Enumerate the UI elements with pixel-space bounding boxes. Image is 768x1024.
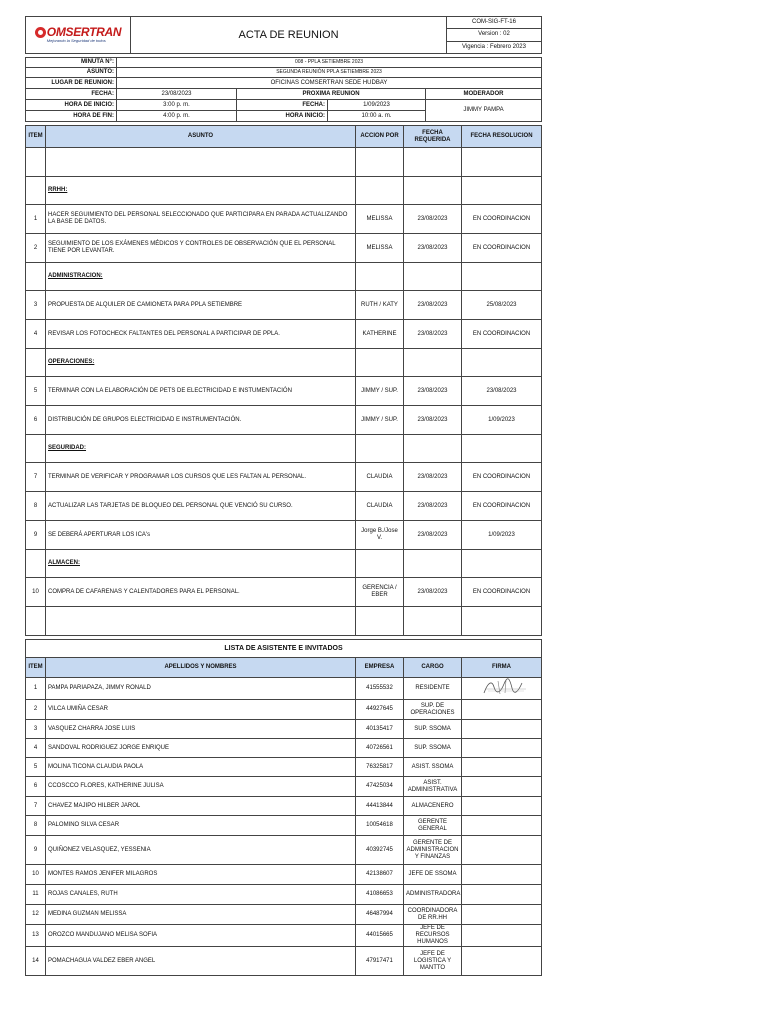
agenda-empty-cell: [26, 148, 46, 177]
agenda-item-number: 2: [26, 234, 46, 263]
agenda-item-accion: GERENCIA / EBER: [356, 578, 404, 607]
agenda-item-accion: MELISSA: [356, 205, 404, 234]
attendee-name: MEDINA GUZMAN MELISSA: [46, 905, 356, 925]
agenda-row: [26, 492, 542, 521]
agenda-empty-cell: [404, 607, 462, 636]
attendee-cargo: SUP. SSOMA: [404, 720, 462, 739]
attendees-col-item: ITEM: [26, 658, 46, 678]
agenda-empty-cell: [462, 148, 542, 177]
attendee-signature-cell: [462, 925, 542, 947]
minuta-value: 008 - PPLA SETIEMBRE 2023: [117, 58, 542, 68]
attendee-name: PAMPA PARIAPAZA, JIMMY RONALD: [46, 678, 356, 700]
agenda-item-number: 8: [26, 492, 46, 521]
attendee-signature-cell: [462, 777, 542, 797]
agenda-item-number: 6: [26, 406, 46, 435]
agenda-item-number: 3: [26, 291, 46, 320]
document-version: Version : 02: [447, 29, 542, 41]
attendee-cargo: JEFE DE SSOMA: [404, 865, 462, 885]
agenda-item-fecha-requerida: 23/08/2023: [404, 578, 462, 607]
attendee-name: ROJAS CANALES, RUTH: [46, 885, 356, 905]
agenda-item-fecha-resolucion: EN COORDINACION: [462, 234, 542, 263]
agenda-col-item: ITEM: [26, 126, 46, 148]
agenda-empty-cell: [462, 435, 542, 463]
attendee-empresa: 40392745: [356, 836, 404, 865]
attendee-name: OROZCO MANDUJANO MELISA SOFIA: [46, 925, 356, 947]
agenda-empty-cell: [356, 349, 404, 377]
attendee-row: [26, 816, 542, 836]
agenda-row: [26, 234, 542, 263]
agenda-item-fecha-resolucion: 23/08/2023: [462, 377, 542, 406]
fecha-value: 23/08/2023: [117, 89, 237, 100]
attendee-item-number: 8: [26, 816, 46, 836]
attendee-empresa: 41086653: [356, 885, 404, 905]
agenda-section-row: [26, 177, 542, 205]
hora-inicio-value: 3:00 p. m.: [117, 100, 237, 111]
agenda-empty-cell: [404, 148, 462, 177]
attendee-cargo: SUP. DE OPERACIONES: [404, 700, 462, 720]
attendee-name: VASQUEZ CHARRA JOSE LUIS: [46, 720, 356, 739]
agenda-item-number: 9: [26, 521, 46, 550]
attendee-empresa: 44015665: [356, 925, 404, 947]
agenda-item-accion: MELISSA: [356, 234, 404, 263]
attendee-cargo: ASIST. SSOMA: [404, 758, 462, 777]
agenda-item-number: 4: [26, 320, 46, 349]
proxima-hora-label: HORA INICIO:: [237, 111, 328, 122]
agenda-row: [26, 521, 542, 550]
attendee-cargo: ASIST. ADMINISTRATIVA: [404, 777, 462, 797]
agenda-empty-cell: [404, 177, 462, 205]
agenda-empty-cell: [462, 550, 542, 578]
hora-fin-label: HORA DE FIN:: [26, 111, 117, 122]
attendee-empresa: 47425034: [356, 777, 404, 797]
attendee-item-number: 13: [26, 925, 46, 947]
agenda-item-asunto: REVISAR LOS FOTOCHECK FALTANTES DEL PERSONAL A PARTICIPAR DE PPLA.: [46, 320, 356, 349]
agenda-item-accion: CLAUDIA: [356, 492, 404, 521]
attendees-table: [25, 639, 542, 976]
attendee-empresa: 41555532: [356, 678, 404, 700]
agenda-item-fecha-resolucion: EN COORDINACION: [462, 578, 542, 607]
agenda-item-fecha-resolucion: EN COORDINACION: [462, 463, 542, 492]
attendee-name: VILCA UMIÑA CESAR: [46, 700, 356, 720]
minuta-label: MINUTA N°:: [26, 58, 117, 68]
attendee-row: [26, 758, 542, 777]
lugar-label: LUGAR DE REUNION:: [26, 78, 117, 89]
attendee-empresa: 42138607: [356, 865, 404, 885]
agenda-row: [26, 205, 542, 234]
agenda-item-fecha-requerida: 23/08/2023: [404, 492, 462, 521]
agenda-row: [26, 377, 542, 406]
agenda-empty-cell: [404, 435, 462, 463]
proxima-reunion-label: PROXIMA REUNION: [237, 89, 426, 100]
agenda-item-fecha-resolucion: 1/09/2023: [462, 521, 542, 550]
attendee-signature-cell: [462, 836, 542, 865]
agenda-empty-cell: [356, 435, 404, 463]
attendee-name: PALOMINO SILVA CESAR: [46, 816, 356, 836]
agenda-header-row: [26, 126, 542, 148]
agenda-empty-cell: [356, 550, 404, 578]
agenda-empty-cell: [356, 148, 404, 177]
attendee-name: MOLINA TICONA CLAUDIA PAOLA: [46, 758, 356, 777]
agenda-empty-cell: [404, 550, 462, 578]
attendee-name: POMACHAGUA VALDEZ EBER ANGEL: [46, 947, 356, 976]
attendee-item-number: 6: [26, 777, 46, 797]
agenda-empty-cell: [46, 148, 356, 177]
agenda-item-accion: CLAUDIA: [356, 463, 404, 492]
agenda-item-asunto: TERMINAR DE VERIFICAR Y PROGRAMAR LOS CURSOS QUE LES FALTAN AL PERSONAL.: [46, 463, 356, 492]
agenda-item-number: 10: [26, 578, 46, 607]
company-logo: [35, 27, 121, 43]
attendee-item-number: 11: [26, 885, 46, 905]
attendee-empresa: 44927645: [356, 700, 404, 720]
agenda-item-fecha-requerida: 23/08/2023: [404, 320, 462, 349]
attendee-empresa: 40726561: [356, 739, 404, 758]
attendees-col-firma: FIRMA: [462, 658, 542, 678]
attendee-empresa: 76325817: [356, 758, 404, 777]
agenda-empty-cell: [462, 263, 542, 291]
attendees-header-row: [26, 658, 542, 678]
agenda-item-accion: KATHERINE: [356, 320, 404, 349]
agenda-item-cell: [26, 435, 46, 463]
agenda-empty-cell: [356, 177, 404, 205]
attendee-signature-cell: [462, 797, 542, 816]
agenda-item-fecha-requerida: 23/08/2023: [404, 521, 462, 550]
attendee-cargo: ALMACENERO: [404, 797, 462, 816]
asunto-label: ASUNTO:: [26, 68, 117, 78]
attendee-row: [26, 905, 542, 925]
agenda-item-number: 1: [26, 205, 46, 234]
agenda-item-fecha-resolucion: EN COORDINACION: [462, 320, 542, 349]
attendee-name: SANDOVAL RODRIGUEZ JORGE ENRIQUE: [46, 739, 356, 758]
attendee-item-number: 7: [26, 797, 46, 816]
proxima-hora-value: 10:00 a. m.: [328, 111, 426, 122]
agenda-section-title: RRHH:: [46, 177, 356, 205]
lugar-value: OFICINAS COMSERTRAN SEDE HUDBAY: [117, 78, 542, 89]
attendee-name: QUIÑONEZ VELASQUEZ, YESSENIA: [46, 836, 356, 865]
agenda-item-accion: Jorge B./Jose V.: [356, 521, 404, 550]
agenda-empty-cell: [404, 263, 462, 291]
proxima-fecha-value: 1/09/2023: [328, 100, 426, 111]
agenda-empty-cell: [462, 177, 542, 205]
attendee-item-number: 14: [26, 947, 46, 976]
agenda-empty-cell: [404, 349, 462, 377]
attendees-col-cargo: CARGO: [404, 658, 462, 678]
agenda-item-fecha-requerida: 23/08/2023: [404, 406, 462, 435]
attendee-empresa: 46487994: [356, 905, 404, 925]
hora-inicio-label: HORA DE INICIO:: [26, 100, 117, 111]
moderador-value: JIMMY PAMPA: [426, 100, 542, 122]
document-title: ACTA DE REUNION: [131, 17, 447, 54]
attendee-signature-cell: [462, 865, 542, 885]
attendee-cargo: JEFE DE RECURSOS HUMANOS: [404, 925, 462, 947]
agenda-item-number: 7: [26, 463, 46, 492]
attendee-item-number: 1: [26, 678, 46, 700]
attendee-row: [26, 836, 542, 865]
agenda-item-asunto: TERMINAR CON LA ELABORACIÓN DE PETS DE ELECTRICIDAD E INSTUMENTACIÓN: [46, 377, 356, 406]
agenda-item-asunto: COMPRA DE CAFARENAS Y CALENTADORES PARA EL PERSONAL.: [46, 578, 356, 607]
attendee-row: [26, 678, 542, 700]
attendee-item-number: 4: [26, 739, 46, 758]
attendee-empresa: 10054618: [356, 816, 404, 836]
agenda-row: [26, 463, 542, 492]
attendee-cargo: GERENTE DE ADMINISTRACION Y FINANZAS: [404, 836, 462, 865]
agenda-item-fecha-resolucion: 25/08/2023: [462, 291, 542, 320]
agenda-col-fecha-resolucion: FECHA RESOLUCION: [462, 126, 542, 148]
agenda-item-fecha-requerida: 23/08/2023: [404, 205, 462, 234]
agenda-item-asunto: ACTUALIZAR LAS TARJETAS DE BLOQUEO DEL PERSONAL QUE VENCIÓ SU CURSO.: [46, 492, 356, 521]
attendee-signature-cell: [462, 700, 542, 720]
agenda-item-fecha-requerida: 23/08/2023: [404, 463, 462, 492]
agenda-col-accion: ACCION POR: [356, 126, 404, 148]
agenda-section-row: [26, 263, 542, 291]
agenda-item-fecha-requerida: 23/08/2023: [404, 377, 462, 406]
agenda-empty-cell: [356, 263, 404, 291]
agenda-section-title: SEGURIDAD:: [46, 435, 356, 463]
attendee-row: [26, 739, 542, 758]
agenda-item-accion: JIMMY / SUP.: [356, 377, 404, 406]
attendee-item-number: 10: [26, 865, 46, 885]
attendee-item-number: 2: [26, 700, 46, 720]
attendee-row: [26, 700, 542, 720]
attendee-row: [26, 925, 542, 947]
agenda-row: [26, 406, 542, 435]
agenda-item-number: 5: [26, 377, 46, 406]
attendee-cargo: COORDINADORA DE RR.HH: [404, 905, 462, 925]
moderador-label: MODERADOR: [426, 89, 542, 100]
agenda-item-cell: [26, 263, 46, 291]
attendee-signature-cell: [462, 758, 542, 777]
attendees-col-empresa: EMPRESA: [356, 658, 404, 678]
document-code: COM-SIG-FT-16: [447, 17, 542, 29]
meeting-minutes-sheet: [25, 16, 541, 976]
attendee-name: CHAVEZ MAJIPO HILBER JAROL: [46, 797, 356, 816]
attendee-signature-cell: [462, 816, 542, 836]
agenda-col-asunto: ASUNTO: [46, 126, 356, 148]
logo-tagline: Mejorando la Seguridad de todos: [46, 38, 106, 43]
document-header: [25, 16, 542, 54]
agenda-item-fecha-resolucion: 1/09/2023: [462, 406, 542, 435]
attendee-item-number: 3: [26, 720, 46, 739]
agenda-section-title: ALMACEN:: [46, 550, 356, 578]
signature-icon: [464, 678, 540, 696]
agenda-item-accion: JIMMY / SUP.: [356, 406, 404, 435]
attendee-signature-cell: [462, 739, 542, 758]
asunto-value: SEGUNDA REUNIÓN PPLA SETIEMBRE 2023: [117, 68, 542, 78]
attendee-row: [26, 865, 542, 885]
attendee-item-number: 5: [26, 758, 46, 777]
attendee-name: MONTES RAMOS JENIFER MILAGROS: [46, 865, 356, 885]
attendee-signature-cell: [462, 678, 542, 700]
attendee-cargo: ADMINISTRADORA: [404, 885, 462, 905]
attendee-row: [26, 885, 542, 905]
agenda-empty-cell: [46, 607, 356, 636]
attendee-empresa: 47917471: [356, 947, 404, 976]
agenda-blank-row: [26, 607, 542, 636]
attendee-name: CCOSCCO FLORES, KATHERINE JULISA: [46, 777, 356, 797]
agenda-row: [26, 291, 542, 320]
agenda-item-asunto: DISTRIBUCIÓN DE GRUPOS ELECTRICIDAD E INSTRUMENTACIÓN.: [46, 406, 356, 435]
attendee-item-number: 12: [26, 905, 46, 925]
logo-text: OMSERTRAN: [46, 25, 122, 39]
document-vigencia: Vigencia : Febrero 2023: [447, 41, 542, 53]
attendee-empresa: 44413844: [356, 797, 404, 816]
agenda-item-cell: [26, 349, 46, 377]
agenda-item-cell: [26, 177, 46, 205]
agenda-section-row: [26, 435, 542, 463]
agenda-item-fecha-requerida: 23/08/2023: [404, 234, 462, 263]
attendee-cargo: JEFE DE LOGISTICA Y MANTTO: [404, 947, 462, 976]
attendees-col-nombre: APELLIDOS Y NOMBRES: [46, 658, 356, 678]
attendee-signature-cell: [462, 947, 542, 976]
meeting-info: [25, 57, 542, 122]
attendee-signature-cell: [462, 905, 542, 925]
fecha-label: FECHA:: [26, 89, 117, 100]
agenda-row: [26, 578, 542, 607]
attendee-signature-cell: [462, 720, 542, 739]
logo-cell: [26, 17, 131, 54]
attendee-empresa: 40135417: [356, 720, 404, 739]
attendee-row: [26, 797, 542, 816]
agenda-section-row: [26, 349, 542, 377]
proxima-fecha-label: FECHA:: [237, 100, 328, 111]
agenda-section-row: [26, 550, 542, 578]
agenda-col-fecha-requerida: FECHA REQUERIDA: [404, 126, 462, 148]
attendee-cargo: RESIDENTE: [404, 678, 462, 700]
agenda-item-asunto: PROPUESTA DE ALQUILER DE CAMIONETA PARA PPLA SETIEMBRE: [46, 291, 356, 320]
agenda-item-fecha-resolucion: EN COORDINACION: [462, 205, 542, 234]
agenda-empty-cell: [356, 607, 404, 636]
agenda-section-title: OPERACIONES:: [46, 349, 356, 377]
logo-mark-icon: [35, 27, 46, 38]
agenda-empty-cell: [462, 607, 542, 636]
attendee-cargo: GERENTE GENERAL: [404, 816, 462, 836]
agenda-row: [26, 320, 542, 349]
attendee-signature-cell: [462, 885, 542, 905]
agenda-section-title: ADMINISTRACION:: [46, 263, 356, 291]
agenda-table: [25, 125, 542, 636]
attendee-row: [26, 947, 542, 976]
attendee-cargo: SUP. SSOMA: [404, 739, 462, 758]
agenda-item-fecha-requerida: 23/08/2023: [404, 291, 462, 320]
agenda-item-asunto: HACER SEGUIMIENTO DEL PERSONAL SELECCIONADO QUE PARTICIPARA EN PARADA ACTUALIZANDO LA BASE DE DATOS.: [46, 205, 356, 234]
agenda-empty-cell: [462, 349, 542, 377]
agenda-item-asunto: SE DEBERÁ APERTURAR LOS ICA's: [46, 521, 356, 550]
agenda-item-fecha-resolucion: EN COORDINACION: [462, 492, 542, 521]
agenda-item-cell: [26, 550, 46, 578]
attendee-row: [26, 720, 542, 739]
agenda-empty-cell: [26, 607, 46, 636]
attendees-title: LISTA DE ASISTENTE E INVITADOS: [26, 640, 542, 658]
agenda-blank-row: [26, 148, 542, 177]
attendee-row: [26, 777, 542, 797]
agenda-item-accion: RUTH / KATY: [356, 291, 404, 320]
hora-fin-value: 4:00 p. m.: [117, 111, 237, 122]
agenda-item-asunto: SEGUIMIENTO DE LOS EXÁMENES MÉDICOS Y CONTROLES DE OBSERVACIÓN QUE EL PERSONAL TIENE POR LEVANTAR.: [46, 234, 356, 263]
attendee-item-number: 9: [26, 836, 46, 865]
